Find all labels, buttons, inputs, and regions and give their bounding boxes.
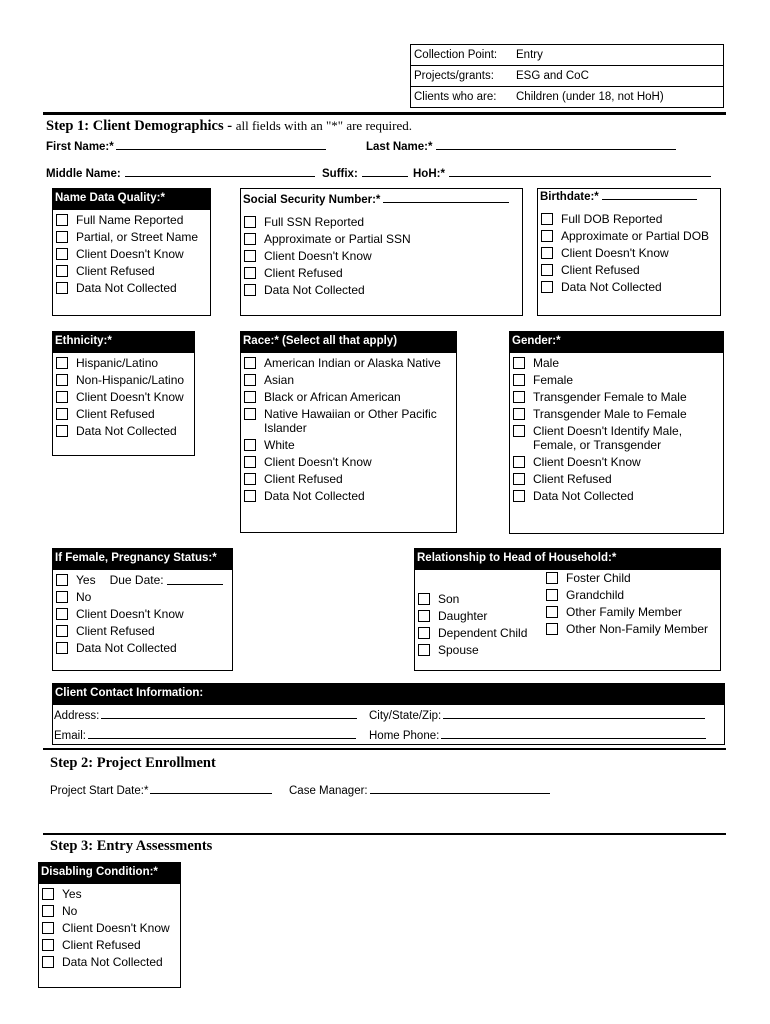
option-label: Data Not Collected xyxy=(76,281,177,295)
checkbox[interactable] xyxy=(418,610,430,622)
checkbox-option[interactable] xyxy=(244,390,456,404)
checkbox[interactable] xyxy=(244,267,256,279)
option-label: Daughter xyxy=(438,609,488,623)
info-key: Clients who are: xyxy=(411,87,514,108)
checkbox-option[interactable] xyxy=(541,229,720,243)
checkbox[interactable] xyxy=(244,216,256,228)
checkbox-option[interactable] xyxy=(244,356,456,370)
pregnancy-box xyxy=(52,548,233,671)
option-label: Client Refused xyxy=(76,624,155,638)
last-name-field[interactable] xyxy=(366,139,676,153)
address-label: Address: xyxy=(54,710,100,722)
checkbox-option[interactable] xyxy=(244,266,522,280)
checkbox[interactable] xyxy=(56,574,68,586)
checkbox[interactable] xyxy=(56,248,68,260)
ssn-title[interactable] xyxy=(241,191,522,212)
checkbox-option[interactable] xyxy=(244,407,456,435)
phone-field[interactable] xyxy=(369,728,706,742)
option-label: Yes xyxy=(62,887,82,901)
option-label: Client Refused xyxy=(76,407,155,421)
option-label: Client Refused xyxy=(264,266,343,280)
checkbox-option[interactable] xyxy=(42,938,180,952)
ssn-box xyxy=(240,188,523,316)
option-label: Client Doesn't Know xyxy=(264,455,372,469)
option-label: No xyxy=(62,904,78,918)
name-quality-box xyxy=(52,188,211,316)
email-label: Email: xyxy=(54,730,86,742)
checkbox[interactable] xyxy=(56,357,68,369)
option-label: Client Doesn't Know xyxy=(76,390,184,404)
checkbox-option[interactable] xyxy=(56,230,210,244)
middle-name-label: Middle Name: xyxy=(46,168,121,180)
option-label: Non-Hispanic/Latino xyxy=(76,373,185,387)
checkbox-option[interactable] xyxy=(42,904,180,918)
option-label: Dependent Child xyxy=(438,626,528,640)
checkbox-option[interactable] xyxy=(244,249,522,263)
divider xyxy=(43,748,726,750)
step2-title: Step 2: Project Enrollment xyxy=(50,755,216,771)
step3-title: Step 3: Entry Assessments xyxy=(50,838,213,854)
option-label: White xyxy=(264,438,295,452)
ethnicity-box xyxy=(52,331,195,456)
checkbox[interactable] xyxy=(418,627,430,639)
checkbox[interactable] xyxy=(244,473,256,485)
checkbox[interactable] xyxy=(244,391,256,403)
checkbox-option[interactable] xyxy=(56,356,194,370)
checkbox[interactable] xyxy=(244,284,256,296)
name-quality-title: Name Data Quality:* xyxy=(53,189,210,210)
checkbox-option[interactable] xyxy=(42,955,180,969)
phone-label: Home Phone: xyxy=(369,730,440,742)
checkbox[interactable] xyxy=(244,233,256,245)
checkbox-option[interactable] xyxy=(56,624,232,638)
checkbox-option[interactable] xyxy=(244,283,522,297)
checkbox[interactable] xyxy=(56,642,68,654)
checkbox-option[interactable] xyxy=(56,264,210,278)
checkbox-option[interactable] xyxy=(513,455,723,469)
option-label: Client Refused xyxy=(561,263,640,277)
checkbox[interactable] xyxy=(244,357,256,369)
checkbox[interactable] xyxy=(56,231,68,243)
option-label: Client Refused xyxy=(76,264,155,278)
disabling-box xyxy=(38,862,181,988)
option-label: Client Doesn't Know xyxy=(264,249,372,263)
due-date-input[interactable] xyxy=(167,573,223,585)
checkbox[interactable] xyxy=(546,623,558,635)
checkbox[interactable] xyxy=(56,282,68,294)
option-label: Female xyxy=(533,373,574,387)
checkbox-option[interactable] xyxy=(244,472,456,486)
checkbox[interactable] xyxy=(56,391,68,403)
checkbox[interactable] xyxy=(513,490,525,502)
checkbox-option[interactable] xyxy=(56,424,194,438)
middle-name-field[interactable] xyxy=(46,166,315,180)
info-key: Projects/grants: xyxy=(411,66,514,87)
option-label: Other Non-Family Member xyxy=(566,622,709,636)
checkbox[interactable] xyxy=(42,939,54,951)
checkbox[interactable] xyxy=(56,214,68,226)
checkbox[interactable] xyxy=(513,374,525,386)
checkbox-option[interactable] xyxy=(418,609,527,623)
hoh-label: HoH:* xyxy=(413,168,445,180)
option-label: Grandchild xyxy=(566,588,625,602)
suffix-field[interactable] xyxy=(322,166,408,180)
option-label: Client Refused xyxy=(264,472,343,486)
option-label: Spouse xyxy=(438,643,479,657)
checkbox-option[interactable] xyxy=(546,605,708,619)
table-row xyxy=(411,87,724,108)
relationship-box xyxy=(414,548,721,671)
checkbox[interactable] xyxy=(56,374,68,386)
checkbox[interactable] xyxy=(42,905,54,917)
checkbox-option[interactable] xyxy=(513,472,723,486)
checkbox[interactable] xyxy=(56,591,68,603)
option-label: Client Doesn't Know xyxy=(76,607,184,621)
option-label: Other Family Member xyxy=(566,605,683,619)
checkbox[interactable] xyxy=(541,281,553,293)
checkbox-option[interactable] xyxy=(244,489,456,503)
option-label: Data Not Collected xyxy=(62,955,163,969)
due-date-label: Due Date: xyxy=(109,573,164,587)
start-date-label: Project Start Date:* xyxy=(50,785,149,797)
race-box xyxy=(240,331,457,533)
option-label: Client Doesn't Know xyxy=(62,921,170,935)
step1-heading xyxy=(46,118,412,135)
pregnancy-title: If Female, Pregnancy Status:* xyxy=(53,549,232,570)
option-label: Data Not Collected xyxy=(533,489,634,503)
checkbox[interactable] xyxy=(541,264,553,276)
option-label: Full Name Reported xyxy=(76,213,184,227)
checkbox[interactable] xyxy=(513,456,525,468)
option-label: Data Not Collected xyxy=(264,489,365,503)
checkbox-option[interactable] xyxy=(56,641,232,655)
checkbox-option[interactable] xyxy=(513,489,723,503)
checkbox[interactable] xyxy=(546,589,558,601)
checkbox[interactable] xyxy=(513,357,525,369)
checkbox-option[interactable] xyxy=(513,373,723,387)
option-label: Client Doesn't Know xyxy=(76,247,184,261)
option-label: Hispanic/Latino xyxy=(76,356,159,370)
checkbox[interactable] xyxy=(42,922,54,934)
checkbox[interactable] xyxy=(513,473,525,485)
checkbox[interactable] xyxy=(418,644,430,656)
option-label: Full DOB Reported xyxy=(561,212,663,226)
checkbox[interactable] xyxy=(56,408,68,420)
checkbox[interactable] xyxy=(513,391,525,403)
checkbox-option[interactable] xyxy=(56,390,194,404)
checkbox[interactable] xyxy=(513,408,525,420)
checkbox-option[interactable] xyxy=(56,373,194,387)
pregnancy-yes-option[interactable] xyxy=(56,573,232,587)
option-label: Client Doesn't Identify Male, Female, or Transgender xyxy=(533,424,683,452)
step1-title: Step 1: Client Demographics - xyxy=(46,118,236,134)
divider xyxy=(43,833,726,835)
option-label: Approximate or Partial SSN xyxy=(264,232,411,246)
checkbox-option[interactable] xyxy=(513,407,723,421)
checkbox-option[interactable] xyxy=(56,407,194,421)
first-name-field[interactable] xyxy=(46,139,326,153)
disabling-title: Disabling Condition:* xyxy=(39,863,180,884)
checkbox-option[interactable] xyxy=(418,626,527,640)
checkbox-option[interactable] xyxy=(244,232,522,246)
checkbox-option[interactable] xyxy=(513,356,723,370)
option-label: Data Not Collected xyxy=(76,641,177,655)
info-value: ESG and CoC xyxy=(513,66,724,87)
checkbox-option[interactable] xyxy=(541,280,720,294)
city-field[interactable] xyxy=(369,708,705,722)
table-row xyxy=(411,66,724,87)
checkbox[interactable] xyxy=(244,374,256,386)
checkbox-option[interactable] xyxy=(513,390,723,404)
case-manager-field[interactable] xyxy=(289,783,550,797)
option-label: Client Doesn't Know xyxy=(561,246,669,260)
contact-title: Client Contact Information: xyxy=(53,684,724,705)
checkbox[interactable] xyxy=(244,456,256,468)
checkbox[interactable] xyxy=(42,956,54,968)
option-label: No xyxy=(76,590,92,604)
checkbox-option[interactable] xyxy=(546,622,708,636)
info-value: Entry xyxy=(516,49,543,61)
checkbox-option[interactable] xyxy=(56,213,210,227)
checkbox-option[interactable] xyxy=(56,590,232,604)
first-name-label: First Name:* xyxy=(46,141,114,153)
ssn-label: Social Security Number:* xyxy=(243,194,381,206)
birthdate-title[interactable] xyxy=(538,188,720,209)
checkbox[interactable] xyxy=(546,572,558,584)
option-label: Transgender Male to Female xyxy=(533,407,687,421)
table-row xyxy=(411,45,724,66)
checkbox-option[interactable] xyxy=(244,215,522,229)
collection-info-table xyxy=(410,44,724,108)
checkbox[interactable] xyxy=(513,425,525,437)
project-start-field[interactable] xyxy=(50,783,272,797)
option-label: Client Doesn't Know xyxy=(533,455,641,469)
checkbox-option[interactable] xyxy=(42,887,180,901)
option-label: Partial, or Street Name xyxy=(76,230,199,244)
checkbox-option[interactable] xyxy=(541,212,720,226)
address-field[interactable] xyxy=(54,708,357,722)
relationship-title: Relationship to Head of Household:* xyxy=(415,549,720,570)
birthdate-box xyxy=(537,188,721,316)
city-label: City/State/Zip: xyxy=(369,710,442,722)
checkbox[interactable] xyxy=(56,625,68,637)
checkbox-option[interactable] xyxy=(541,246,720,260)
checkbox-option[interactable] xyxy=(546,588,708,602)
checkbox-option[interactable] xyxy=(56,247,210,261)
checkbox-option[interactable] xyxy=(541,263,720,277)
option-label: Foster Child xyxy=(566,571,631,585)
option-label: Data Not Collected xyxy=(76,424,177,438)
case-manager-label: Case Manager: xyxy=(289,785,368,797)
checkbox[interactable] xyxy=(56,425,68,437)
checkbox-option[interactable] xyxy=(513,424,723,452)
option-label: Data Not Collected xyxy=(561,280,662,294)
contact-box xyxy=(52,683,725,745)
checkbox-option[interactable] xyxy=(244,455,456,469)
checkbox-option[interactable] xyxy=(418,592,527,606)
option-label: American Indian or Alaska Native xyxy=(264,356,441,370)
checkbox[interactable] xyxy=(546,606,558,618)
checkbox[interactable] xyxy=(541,213,553,225)
checkbox[interactable] xyxy=(244,490,256,502)
checkbox[interactable] xyxy=(541,247,553,259)
option-label: Son xyxy=(438,592,460,606)
option-label: Approximate or Partial DOB xyxy=(561,229,710,243)
ethnicity-title: Ethnicity:* xyxy=(53,332,194,353)
option-label: Male xyxy=(533,356,560,370)
option-label: Client Refused xyxy=(62,938,141,952)
checkbox-option[interactable] xyxy=(42,921,180,935)
option-label: Asian xyxy=(264,373,295,387)
checkbox-option[interactable] xyxy=(56,281,210,295)
checkbox[interactable] xyxy=(56,608,68,620)
checkbox-option[interactable] xyxy=(546,571,708,585)
checkbox-option[interactable] xyxy=(56,607,232,621)
option-label: Native Hawaiian or Other Pacific Islander xyxy=(264,407,437,435)
option-label: Yes xyxy=(76,573,96,587)
checkbox[interactable] xyxy=(244,439,256,451)
option-label: Data Not Collected xyxy=(264,283,365,297)
suffix-label: Suffix: xyxy=(322,168,358,180)
checkbox-option[interactable] xyxy=(418,643,527,657)
checkbox[interactable] xyxy=(56,265,68,277)
option-label: Transgender Female to Male xyxy=(533,390,687,404)
checkbox[interactable] xyxy=(418,593,430,605)
checkbox-option[interactable] xyxy=(244,373,456,387)
divider xyxy=(43,112,726,115)
checkbox[interactable] xyxy=(244,250,256,262)
checkbox[interactable] xyxy=(541,230,553,242)
race-title: Race:* (Select all that apply) xyxy=(241,332,456,353)
gender-title: Gender:* xyxy=(510,332,723,353)
info-value: Children (under 18, not HoH) xyxy=(513,87,724,108)
option-label: Full SSN Reported xyxy=(264,215,365,229)
gender-box xyxy=(509,331,724,534)
info-key: Collection Point: xyxy=(414,49,498,61)
checkbox[interactable] xyxy=(42,888,54,900)
email-field[interactable] xyxy=(54,728,356,742)
birthdate-label: Birthdate:* xyxy=(540,191,599,203)
hoh-field[interactable] xyxy=(413,166,711,180)
option-label: Black or African American xyxy=(264,390,401,404)
step1-subtitle: all fields with an "*" are required. xyxy=(235,118,413,133)
last-name-label: Last Name:* xyxy=(366,141,433,153)
checkbox-option[interactable] xyxy=(244,438,456,452)
option-label: Client Refused xyxy=(533,472,612,486)
checkbox[interactable] xyxy=(244,408,256,420)
